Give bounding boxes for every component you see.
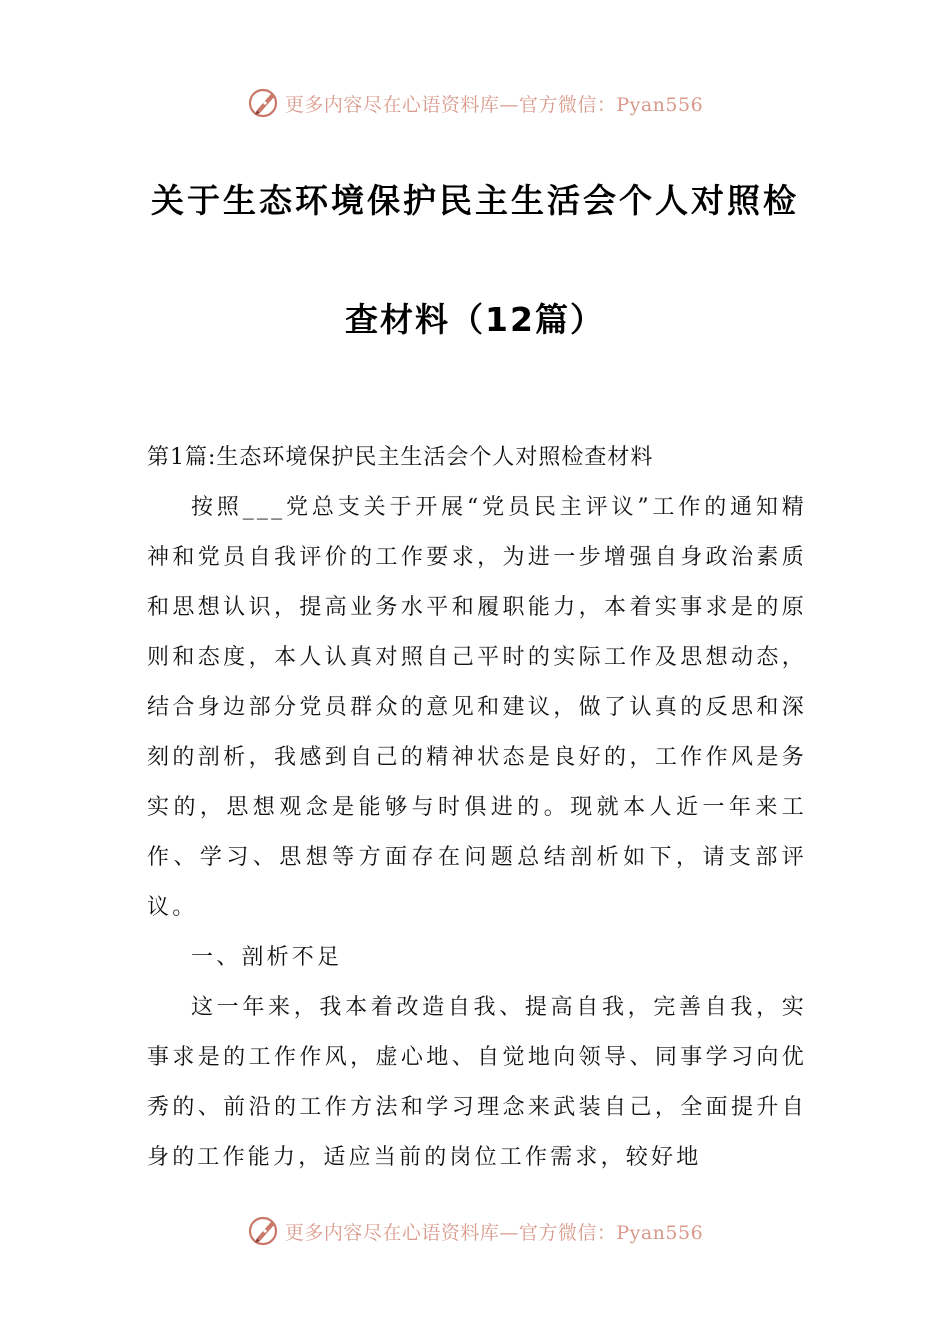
pen-nib-circle-icon	[247, 1214, 281, 1248]
body-paragraph-2: 这一年来，我本着改造自我、提高自我，完善自我，实事求是的工作作风，虚心地、自觉地向领导、同事学习向优秀的、前沿的工作方法和学习理念来武装自己，全面提升自身的工作能力，适应当前的岗位工作需求，较好地	[147, 995, 807, 1170]
watermark-text: 更多内容尽在心语资料库—官方微信：Pyan556	[284, 1221, 704, 1244]
document-title-line1: 关于生态环境保护民主生活会个人对照检	[151, 181, 799, 220]
watermark-footer	[0, 1211, 950, 1251]
section-heading: 第1篇:生态环境保护民主生活会个人对照检查材料	[147, 445, 654, 470]
pen-nib-circle-icon	[247, 86, 281, 120]
watermark-header	[0, 83, 950, 123]
body-paragraph-1: 按照___党总支关于开展“党员民主评议”工作的通知精神和党员自我评价的工作要求，为进一步增强自身政治素质和思想认识，提高业务水平和履职能力，本着实事求是的原则和态度，本人认真对照自己平时的实际工作及思想动态，结合身边部分党员群众的意见和建议，做了认真的反思和深刻的剖析，我感到自己的精神状态是良好的，工作作风是务实的，思想观念是能够与时俱进的。现就本人近一年来工作、学习、思想等方面存在问题总结剖析如下，请支部评议。	[147, 495, 807, 920]
document-title-line2: 查材料（12篇）	[345, 300, 605, 339]
watermark-text: 更多内容尽在心语资料库—官方微信：Pyan556	[284, 93, 704, 116]
subheading-analysis: 一、剖析不足	[191, 945, 343, 970]
document-body	[147, 433, 807, 1183]
